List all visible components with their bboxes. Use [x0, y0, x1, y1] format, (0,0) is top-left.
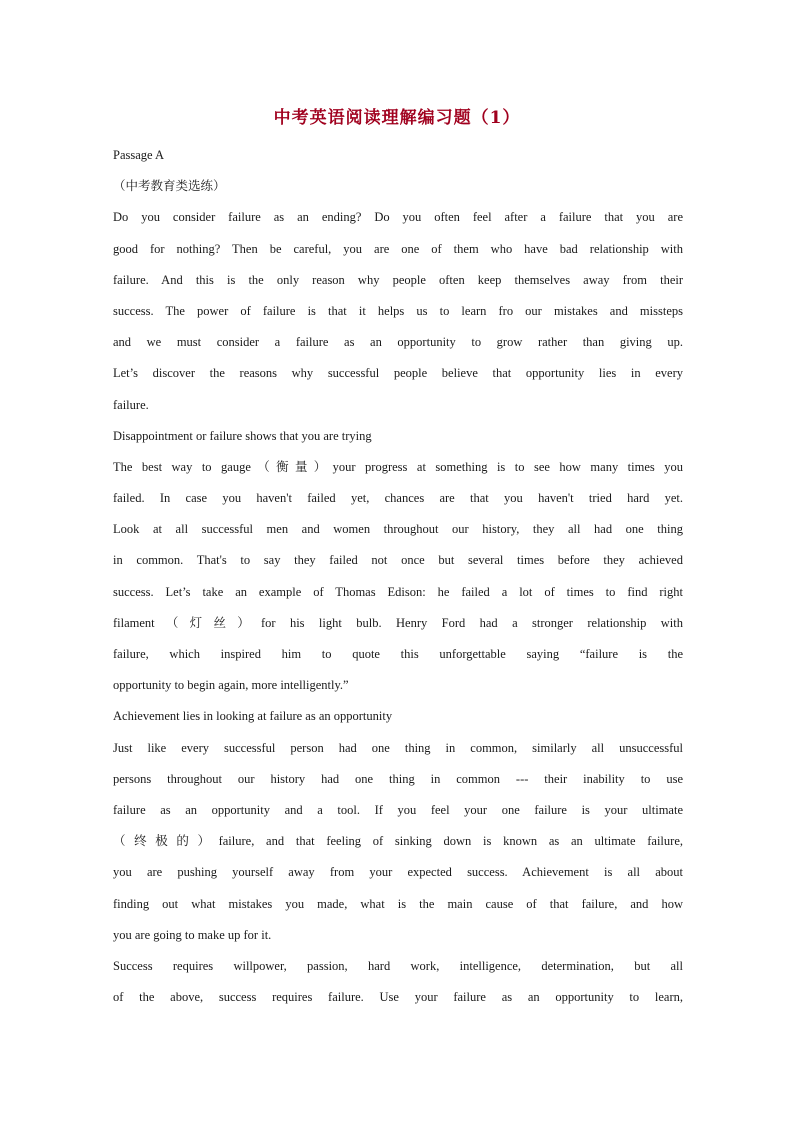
passage-line: failed. In case you haven't failed yet, chances are that you haven't tried hard yet. — [113, 491, 683, 506]
passage-line: failure as an opportunity and a tool. If you feel your one failure is your ultimate — [113, 802, 683, 817]
passage-line: Disappointment or failure shows that you are trying — [113, 428, 372, 443]
passage-line: finding out what mistakes you made, what is the main cause of that failure, and how — [113, 896, 683, 911]
passage-line: Success requires willpower, passion, hard work, intelligence, determination, but all — [113, 958, 683, 973]
passage-line: Look at all successful men and women throughout our history, they all had one thing — [113, 522, 683, 537]
passage-line: failure, which inspired him to quote this unforgettable saying “failure is the — [113, 647, 683, 661]
passage-line: Let’s discover the reasons why successful people believe that opportunity lies in every — [113, 366, 683, 381]
passage-line: filament（灯丝）for his light bulb. Henry Ford had a stronger relationship with — [113, 615, 683, 630]
passage-line: failure. And this is the only reason why people often keep themselves away from their — [113, 272, 683, 287]
passage-line: Just like every successful person had one thing in common, similarly all unsuccessful — [113, 740, 683, 755]
passage-line: opportunity to begin again, more intelligently.” — [113, 678, 349, 693]
passage-line: The best way to gauge（衡量）your progress at something is to see how many times you — [113, 459, 683, 474]
passage-line: of the above, success requires failure. Use your failure as an opportunity to learn, — [113, 990, 683, 1005]
passage-line: persons throughout our history had one thing in common --- their inability to use — [113, 771, 683, 786]
passage-line: success. The power of failure is that it helps us to learn fro our mistakes and missteps — [113, 303, 683, 318]
passage-line: in common. That's to say they failed not once but several times before they achieved — [113, 553, 683, 568]
passage-line: success. Let’s take an example of Thomas Edison: he failed a lot of times to find right — [113, 584, 683, 599]
passage-line: Achievement lies in looking at failure as an opportunity — [113, 709, 393, 724]
passage-line: and we must consider a failure as an opportunity to grow rather than giving up. — [113, 335, 683, 350]
passage-line: （中考教育类选练） — [113, 179, 226, 194]
passage-body — [113, 140, 683, 1013]
passage-line: good for nothing? Then be careful, you are one of them who have bad relationship with — [113, 241, 683, 256]
passage-line: Passage A — [113, 148, 165, 162]
passage-line: you are going to make up for it. — [113, 927, 272, 942]
passage-line: （终极的）failure, and that feeling of sinking down is known as an ultimate failure, — [113, 834, 683, 849]
document-title: 中考英语阅读理解编习题（1） — [273, 108, 521, 128]
passage-line: you are pushing yourself away from your expected success. Achievement is all about — [113, 865, 683, 880]
passage-line: Do you consider failure as an ending? Do you often feel after a failure that you are — [113, 210, 683, 225]
passage-line: failure. — [113, 397, 149, 412]
